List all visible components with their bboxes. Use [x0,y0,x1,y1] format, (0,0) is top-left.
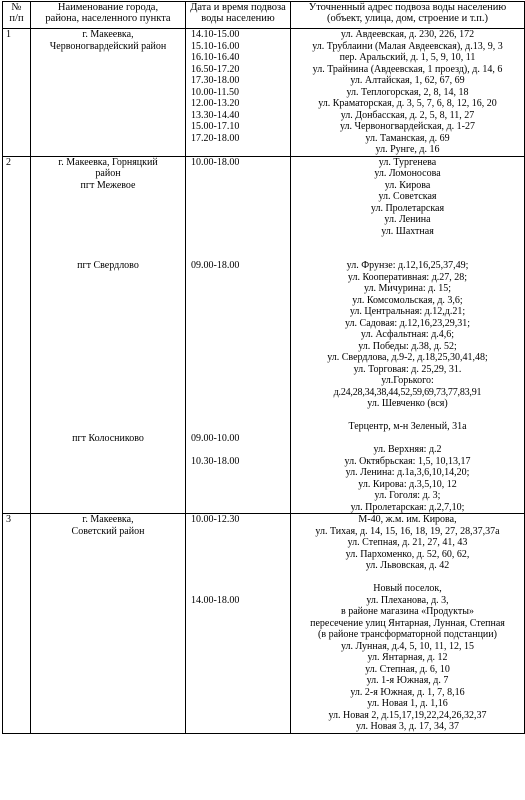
row-addresses: М-40, ж.м. им. Кирова, ул. Тихая, д. 14, 15, 16, 18, 19, 27, 28,37,37а ул. Степная, д. 21, 27, 41, 43 ул. Пархоменко, д. 52, 60, 62, ул. Львовская, д. 42 Новый поселок, ул. Плеханова, д. 3, в районе магазина «Продукты» пересечение улиц Янтарная, Лунная, Степная (в районе трансформаторной подстанции) ул. Лунная, д.4, 5, 10, 11, 12, 15 ул. Янтарная, д. 12 ул. Степная, д. 6, 10 ул. 1-я Южная, д. 7 ул. 2-я Южная, д. 1, 7, 8,16 ул. Новая 1, д. 1,16 ул. Новая 2, д.15,17,19,22,24,26,32,37 ул. Новая 3, д. 17, 34, 37 [291,514,525,734]
row-locality: г. Макеевка, Горняцкий район пгт Межевое пгт Свердлово пгт Колосниково [31,156,186,514]
header-locality: Наименование города, района, населенного пункта [31,2,186,29]
row-times: 10.00-12.30 14.00-18.00 [186,514,291,734]
table-header-row [3,2,525,29]
water-schedule-table [2,1,525,734]
row-addresses: ул. Тургенева ул. Ломоносова ул. Кирова ул. Советская ул. Пролетарская ул. Ленина ул. Шахтная ул. Фрунзе: д.12,16,25,37,49; ул. Кооперативная: д.27, 28; ул. Мичурина: д. 15; ул. Комсомольская, д. 3,6; ул. Центральная: д.12,д.21; ул. Садовая: д.12,16,23,29,31; ул. Асфальтная: д.4,6; ул. Победы: д.38, д. 52; ул. Свердлова, д.9-2, д.18,25,30,41,48; ул. Торговая: д. 25,29, 31. ул.Горького: д.24,28,34,38,44,52,59,69,73,77,83,91 ул. Шевченко (вся) Терцентр, м-н Зеленый, 31а ул. Верхняя: д.2 ул. Октябрьская: 1,5, 10,13,17 ул. Ленина: д.1а,3,6,10,14,20; ул. Кирова: д.3,5,10, 12 ул. Гоголя: д. 3; ул. Пролетарская: д.2,7,10; [291,156,525,514]
row-number: 2 [3,156,31,514]
header-address: Уточненный адрес подвоза воды населению (объект, улица, дом, строение и т.п.) [291,2,525,29]
row-times: 10.00-18.00 09.00-18.00 09.00-10.00 10.30-18.00 [186,156,291,514]
table-row [3,514,525,734]
header-number: № п/п [3,2,31,29]
row-number: 1 [3,29,31,157]
table-row [3,29,525,157]
table-row [3,156,525,514]
row-locality: г. Макеевка, Червоногвардейский район [31,29,186,157]
row-number: 3 [3,514,31,734]
header-date-time: Дата и время подвоза воды населению [186,2,291,29]
row-locality: г. Макеевка, Советский район [31,514,186,734]
row-times: 14.10-15.00 15.10-16.00 16.10-16.40 16.50-17.20 17.30-18.00 10.00-11.50 12.00-13.20 13.30-14.40 15.00-17.10 17.20-18.00 [186,29,291,157]
row-addresses: ул. Авдеевская, д. 230, 226, 172 ул. Трублаини (Малая Авдеевская), д.13, 9, 3 пер. Аральский, д. 1, 5, 9, 10, 11 ул. Трайнина (Авдеевская, 1 проезд), д. 14, 6 ул. Алтайская, 1, 62, 67, 69 ул. Теплогорская, 2, 8, 14, 18 ул. Краматорская, д. 3, 5, 7, 6, 8, 12, 16, 20 ул. Донбасская, д. 2, 5, 8, 11, 27 ул. Червоногвардейская, д. 1-27 ул. Таманская, д. 69 ул. Рунге, д. 16 [291,29,525,157]
